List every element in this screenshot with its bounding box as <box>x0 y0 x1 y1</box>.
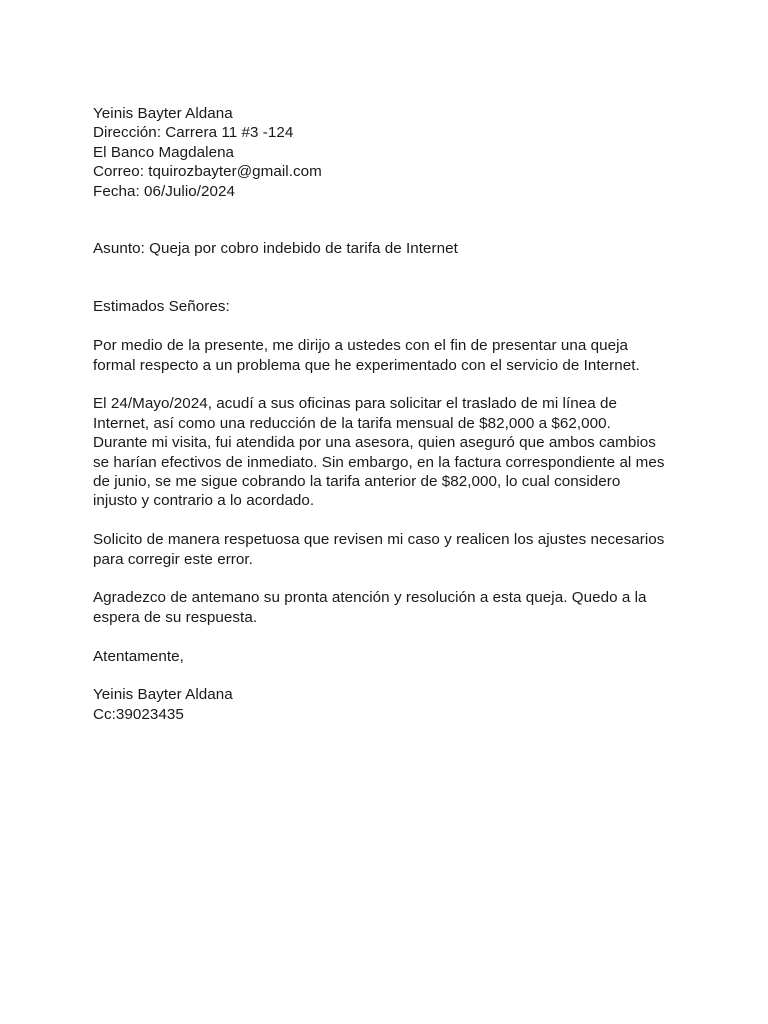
sender-header <box>93 104 683 201</box>
paragraph-line: espera de su respuesta. <box>93 608 258 626</box>
closing <box>93 647 683 666</box>
sender-email: Correo: tquirozbayter@gmail.com <box>93 163 322 181</box>
signature-name: Yeinis Bayter Aldana <box>93 686 233 704</box>
subject-line <box>93 239 683 258</box>
paragraph-line: se harían efectivos de inmediato. Sin embargo, en la factura correspondiente al mes <box>93 453 665 471</box>
letter-date: Fecha: 06/Julio/2024 <box>93 182 236 200</box>
signature-block <box>93 685 683 724</box>
subject-text: Asunto: Queja por cobro indebido de tarifa de Internet <box>93 240 458 258</box>
paragraph-details <box>93 394 683 510</box>
paragraph-line: Internet, así como una reducción de la tarifa mensual de $82,000 a $62,000. <box>93 414 611 432</box>
paragraph-line: para corregir este error. <box>93 550 253 568</box>
paragraph-request <box>93 530 683 569</box>
signature-id: Cc:39023435 <box>93 705 184 723</box>
paragraph-line: El 24/Mayo/2024, acudí a sus oficinas para solicitar el traslado de mi línea de <box>93 395 617 413</box>
closing-text: Atentamente, <box>93 647 184 665</box>
greeting <box>93 297 683 316</box>
sender-city: El Banco Magdalena <box>93 143 235 161</box>
paragraph-line: injusto y contrario a lo acordado. <box>93 492 315 510</box>
paragraph-line: formal respecto a un problema que he experimentado con el servicio de Internet. <box>93 356 640 374</box>
paragraph-intro <box>93 336 683 375</box>
sender-name: Yeinis Bayter Aldana <box>93 105 233 122</box>
sender-address: Dirección: Carrera 11 #3 -124 <box>93 124 294 142</box>
paragraph-line: Solicito de manera respetuosa que revisen mi caso y realicen los ajustes necesarios <box>93 531 665 549</box>
paragraph-thanks <box>93 588 683 627</box>
paragraph-line: de junio, se me sigue cobrando la tarifa anterior de $82,000, lo cual considero <box>93 473 621 491</box>
letter-body <box>93 104 683 724</box>
paragraph-line: Agradezco de antemano su pronta atención y resolución a esta queja. Quedo a la <box>93 589 647 607</box>
paragraph-line: Por medio de la presente, me dirijo a ustedes con el fin de presentar una queja <box>93 337 628 355</box>
greeting-text: Estimados Señores: <box>93 298 230 316</box>
paragraph-line: Durante mi visita, fui atendida por una asesora, quien aseguró que ambos cambios <box>93 434 656 452</box>
